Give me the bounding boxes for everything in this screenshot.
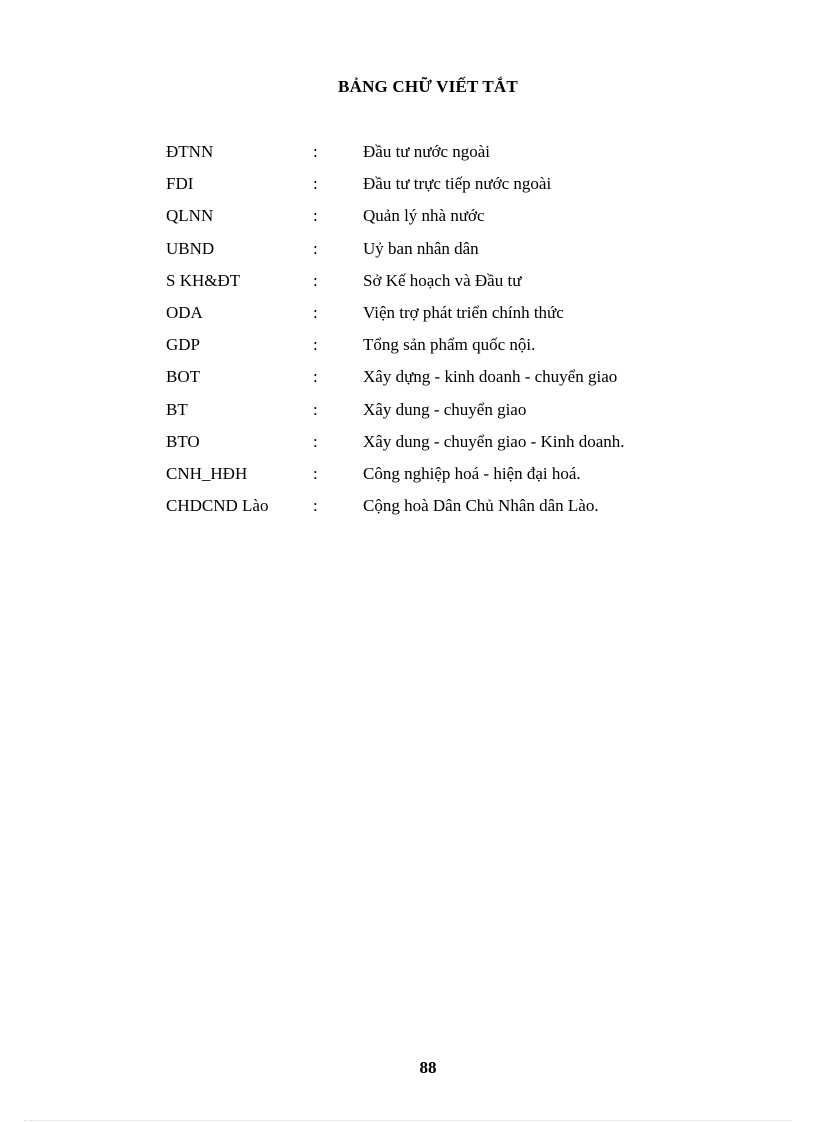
abbreviation-definition: Đầu tư nước ngoài <box>363 142 491 161</box>
abbreviation-definition: Sở Kế hoạch và Đầu tư <box>363 270 522 290</box>
abbreviation-definition: Uỷ ban nhân dân <box>363 238 479 258</box>
abbreviation-row <box>166 269 726 301</box>
abbreviation-row <box>166 462 726 494</box>
abbreviation-row <box>166 333 726 365</box>
abbreviation-term: QLNN <box>166 206 214 226</box>
abbreviation-separator: : <box>313 335 318 355</box>
abbreviation-definition: Đầu tư trực tiếp nước ngoài <box>363 174 552 194</box>
abbreviation-term: GDP <box>166 335 201 355</box>
abbreviation-separator: : <box>313 302 318 322</box>
abbreviation-definition: Cộng hoà Dân Chủ Nhân dân Lào. <box>363 496 599 516</box>
abbreviation-definition: Công nghiệp hoá - hiện đại hoá. <box>363 463 581 483</box>
abbreviation-separator: : <box>313 463 318 483</box>
abbreviation-separator: : <box>313 238 318 258</box>
page-bottom-divider <box>24 1120 792 1121</box>
abbreviation-separator: : <box>313 399 318 419</box>
abbreviation-row <box>166 430 726 462</box>
abbreviation-definition: Tổng sản phẩm quốc nội. <box>363 335 536 355</box>
abbreviation-row <box>166 140 726 172</box>
abbreviation-list <box>166 140 726 526</box>
abbreviation-separator: : <box>313 142 318 161</box>
abbreviation-term: BOT <box>166 367 200 387</box>
abbreviation-definition: Xây dung - chuyển giao - Kinh doanh. <box>363 431 625 451</box>
page-number: 88 <box>419 1058 437 1077</box>
abbreviation-definition: Xây dung - chuyển giao <box>363 399 527 419</box>
abbreviation-separator: : <box>313 206 318 226</box>
abbreviation-definition: Xây dựng - kinh doanh - chuyển giao <box>363 367 618 387</box>
abbreviation-row <box>166 365 726 397</box>
abbreviation-term: CNH_HĐH <box>166 463 248 483</box>
abbreviation-row <box>166 237 726 269</box>
abbreviation-definition: Viện trợ phát triển chính thức <box>363 302 564 322</box>
abbreviation-separator: : <box>313 496 318 516</box>
abbreviation-term: ODA <box>166 302 203 322</box>
abbreviation-row <box>166 172 726 204</box>
abbreviation-row <box>166 398 726 430</box>
abbreviation-separator: : <box>313 367 318 387</box>
abbreviation-term: UBND <box>166 238 215 258</box>
abbreviation-term: FDI <box>166 174 194 194</box>
abbreviation-term: CHDCND Lào <box>166 496 269 516</box>
abbreviation-separator: : <box>313 431 318 451</box>
abbreviation-separator: : <box>313 174 318 194</box>
abbreviation-row <box>166 301 726 333</box>
abbreviation-term: BTO <box>166 431 200 451</box>
abbreviation-term: BT <box>166 399 188 419</box>
abbreviation-row <box>166 494 726 526</box>
abbreviation-separator: : <box>313 270 318 290</box>
abbreviation-definition: Quản lý nhà nước <box>363 206 485 226</box>
abbreviation-row <box>166 204 726 236</box>
abbreviation-term: ĐTNN <box>166 142 214 161</box>
abbreviation-term: S KH&ĐT <box>166 270 241 290</box>
page-title: BẢNG CHỮ VIẾT TẮT <box>338 77 518 96</box>
